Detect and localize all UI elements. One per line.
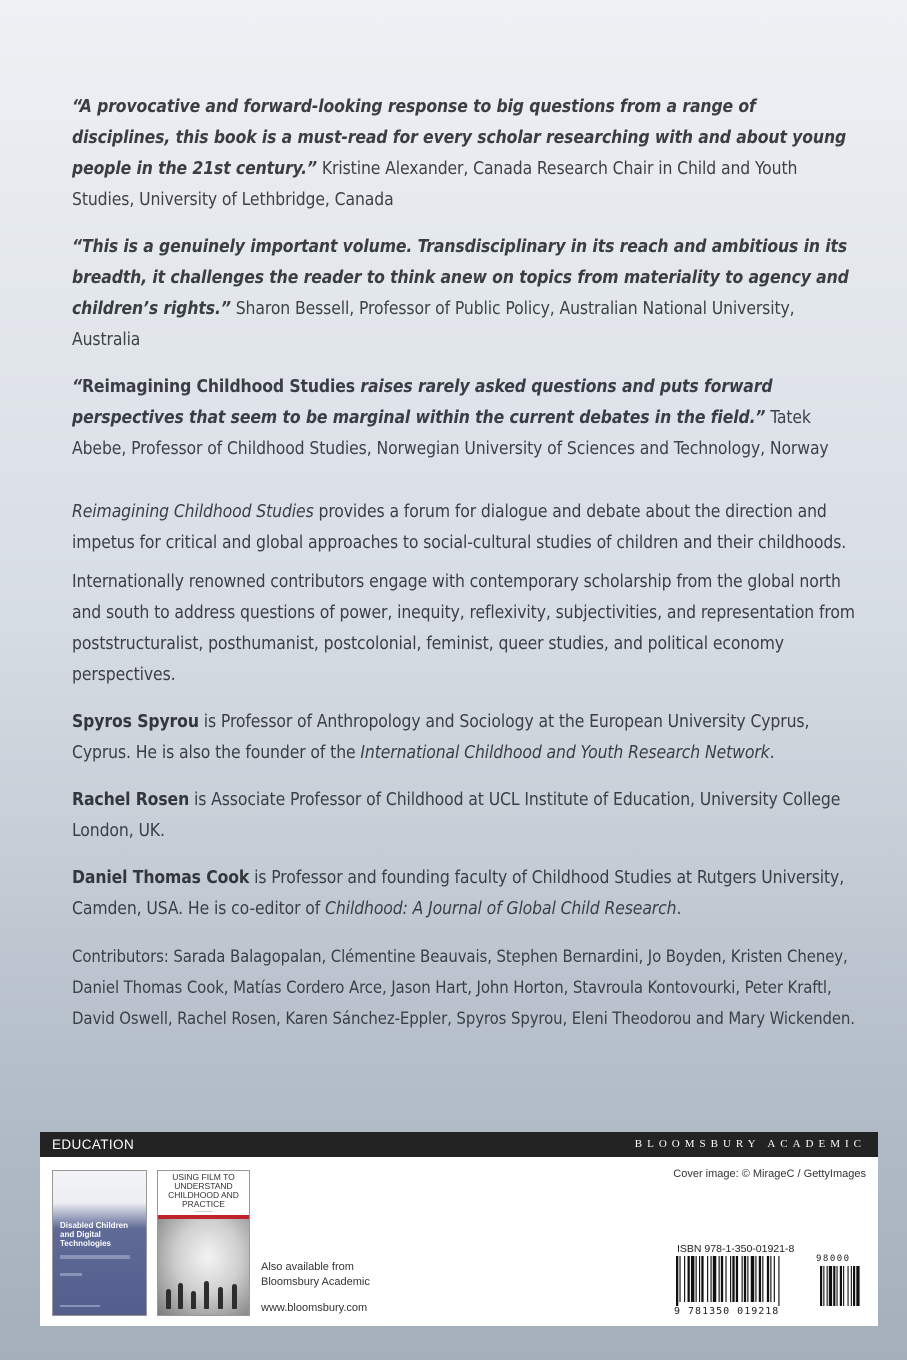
barcode-digits: 9 781350 019218	[674, 1306, 780, 1317]
review-source: Sharon Bessell, Professor of Public Policy, Australian National University, Australia	[72, 299, 795, 350]
related-book-cover-2: USING FILM TO UNDERSTAND CHILDHOOD AND PRACTICE ──────	[157, 1170, 250, 1316]
editor-bio: Daniel Thomas Cook is Professor and founding faculty of Childhood Studies at Rutgers University, Camden, USA. He is co-editor of Childhood: A Journal of Global Child Research.	[72, 868, 845, 919]
book-title-ref: Reimagining Childhood Studies	[81, 377, 356, 397]
also-available: Also available from Bloomsbury Academic	[261, 1261, 370, 1288]
editor-bio: Rachel Rosen is Associate Professor of Childhood at UCL Institute of Education, University College London, UK.	[72, 790, 841, 841]
isbn: ISBN 978-1-350-01921-8	[677, 1243, 795, 1255]
publisher-website[interactable]: www.bloomsbury.com	[261, 1302, 368, 1314]
review-1	[72, 92, 857, 216]
review-quote: “Reimagining Childhood Studies raises rarely asked questions and puts forward perspectives that seem to be marginal within the current debates in the field.”	[72, 377, 773, 428]
related-book-title: USING FILM TO UNDERSTAND CHILDHOOD AND PRACTICE	[168, 1172, 239, 1209]
back-cover-text	[72, 92, 857, 1034]
subject-category: EDUCATION	[52, 1137, 135, 1152]
barcode-addon: 98000	[816, 1254, 851, 1264]
related-book-title: Disabled Children and Digital Technologies	[60, 1221, 129, 1248]
cover-credit: Cover image: © MirageC / GettyImages	[673, 1168, 866, 1180]
editor-bio: Spyros Spyrou is Professor of Anthropology and Sociology at the European University Cyprus, Cyprus. He is also the founder of the International Childhood and Youth Research Network.	[72, 712, 810, 763]
description-paragraph: Reimagining Childhood Studies provides a forum for dialogue and debate about the direction and impetus for critical and global approaches to social-cultural studies of children and their childhoods.	[72, 502, 847, 553]
category-bar	[40, 1132, 878, 1157]
publisher-name: BLOOMSBURY ACADEMIC	[634, 1138, 866, 1150]
review-quote: “A provocative and forward-looking response to big questions from a range of disciplines, this book is a must-read for every scholar researching with and about young people in the 21st century.”	[72, 97, 847, 179]
barcode	[674, 1256, 869, 1318]
editor-name: Rachel Rosen	[72, 790, 190, 810]
review-source: Kristine Alexander, Canada Research Chair in Child and Youth Studies, University of Lethbridge, Canada	[72, 159, 798, 210]
review-2	[72, 232, 857, 356]
editor-name: Daniel Thomas Cook	[72, 868, 250, 888]
editor-name: Spyros Spyrou	[72, 712, 199, 732]
review-3	[72, 372, 857, 465]
review-quote: “This is a genuinely important volume. Transdisciplinary in its reach and ambitious in its breadth, it challenges the reader to think anew on topics from materiality to agency and children’s rights.”	[72, 237, 849, 319]
review-source: Tatek Abebe, Professor of Childhood Studies, Norwegian University of Sciences and Technology, Norway	[72, 408, 829, 459]
description-paragraph: Internationally renowned contributors engage with contemporary scholarship from the global north and south to address questions of power, inequity, reflexivity, subjectivities, and representation from poststructuralist, posthumanist, postcolonial, feminist, queer studies, and political economy perspectives.	[72, 572, 855, 685]
book-title-ref: Reimagining Childhood Studies	[72, 502, 314, 522]
cover-photo	[158, 1219, 249, 1315]
related-book-cover-1	[52, 1170, 147, 1316]
book-description	[72, 497, 857, 691]
contributors-list: Contributors: Sarada Balagopalan, Clémentine Beauvais, Stephen Bernardini, Jo Boyden, Kristen Cheney, Daniel Thomas Cook, Matías Cordero Arce, Jason Hart, John Horton, Stavroula Kontovourki, Peter Kraftl, David Oswell, Rachel Rosen, Karen Sánchez-Eppler, Spyros Spyrou, Eleni Theodorou and Mary Wickenden.	[72, 947, 855, 1028]
footer-panel	[40, 1157, 878, 1326]
